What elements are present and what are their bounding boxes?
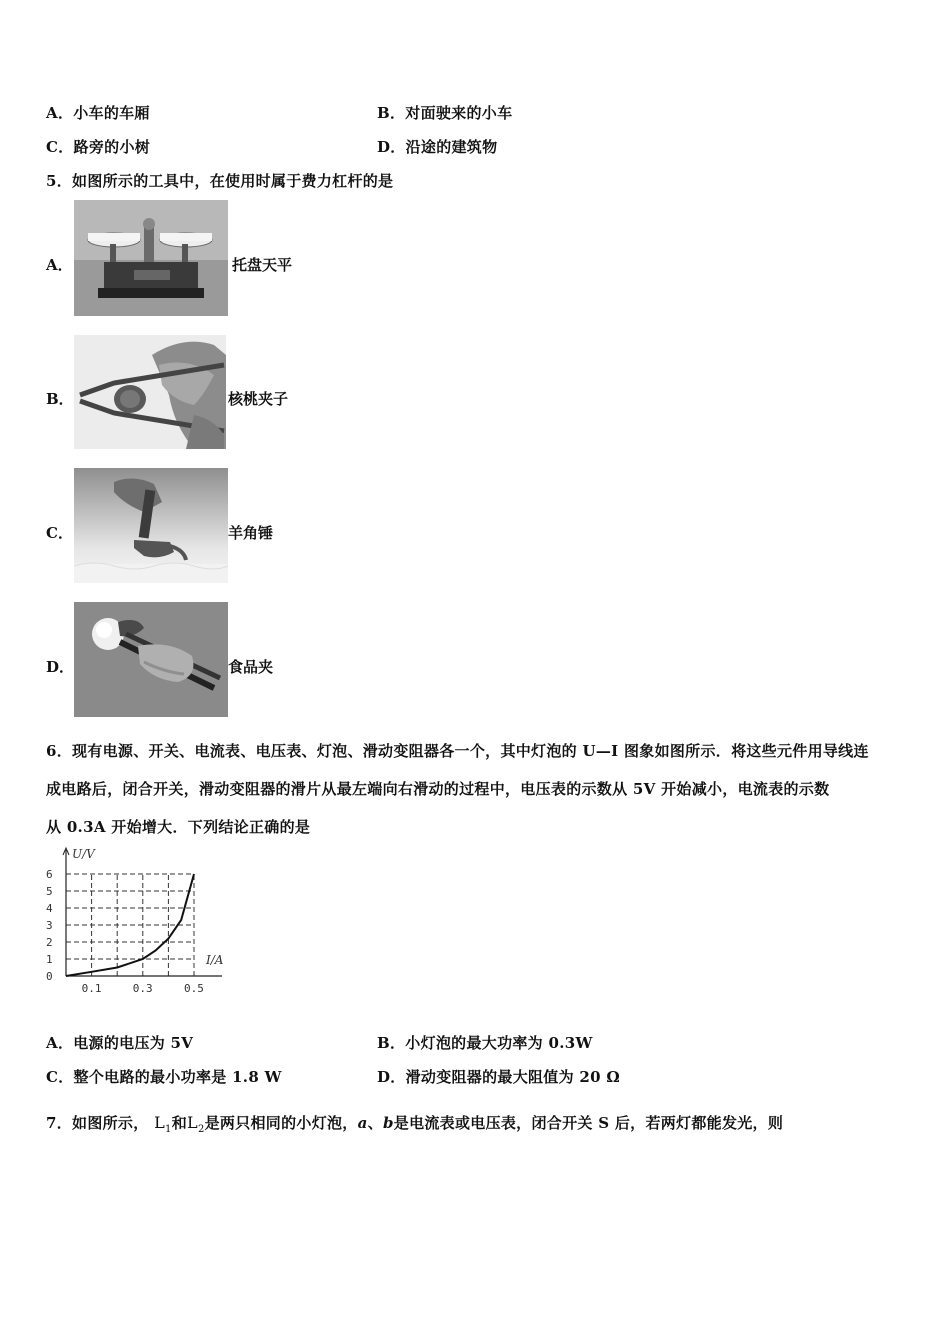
x-axis-label: I/A: [206, 953, 224, 967]
lamp-l2-symbol: [187, 1113, 205, 1136]
ui-chart: [38, 842, 288, 1002]
x-tick-label: 0.3: [132, 982, 153, 995]
q5-option-b-label: 核桃夹子: [228, 390, 289, 408]
nutcracker-photo-icon: [74, 335, 226, 449]
q6-option-b: B．小灯泡的最大功率为 0.3W: [377, 1034, 593, 1052]
q5-option-a-letter: A．: [46, 256, 73, 274]
q6-option-a: A．电源的电压为 5V: [46, 1034, 194, 1052]
q7-and: 和: [171, 1114, 187, 1132]
lamp-l2-letter: L: [187, 1113, 198, 1132]
q5-stem: 5．如图所示的工具中，在使用时属于费力杠杆的是: [46, 172, 394, 190]
lamp-l1-letter: L: [154, 1113, 166, 1132]
q4-option-c: C．路旁的小树: [46, 138, 151, 156]
q5-option-a-label: 托盘天平: [232, 256, 293, 274]
q7-rest: 是电流表或电压表，闭合开关 S 后，若两灯都能发光，则: [393, 1114, 784, 1132]
y-tick-label: 1: [46, 953, 53, 966]
meter-a-symbol: a: [357, 1114, 368, 1132]
balance-scale-photo-icon: [74, 200, 228, 316]
y-tick-label: 5: [46, 885, 53, 898]
q6-stem-line3: 从 0.3A 开始增大．下列结论正确的是: [46, 818, 311, 836]
q5-option-d-label: 食品夹: [228, 658, 274, 676]
y-tick-label: 6: [46, 868, 53, 881]
q7-mid: 是两只相同的小灯泡，: [204, 1114, 358, 1132]
q5-option-b-letter: B．: [46, 390, 74, 408]
y-tick-label: 2: [46, 936, 53, 949]
q6-option-d: D．滑动变阻器的最大阻值为 20 Ω: [377, 1068, 621, 1086]
q6-option-c: C．整个电路的最小功率是 1.8 W: [46, 1068, 282, 1086]
q6-stem-line2: 成电路后，闭合开关，滑动变阻器的滑片从最左端向右滑动的过程中，电压表的示数从 5V 开始减小，电流表的示数: [46, 780, 830, 798]
lamp-l1-symbol: [154, 1113, 172, 1136]
q5-option-d-letter: D．: [46, 658, 75, 676]
q4-option-b: B．对面驶来的小车: [377, 104, 513, 122]
meter-b-symbol: b: [382, 1114, 394, 1132]
claw-hammer-photo-icon: [74, 468, 228, 583]
lamp-l2-subscript: 2: [197, 1124, 205, 1136]
q7-stem: [46, 1112, 783, 1135]
x-tick-label: 0.1: [81, 982, 102, 995]
y-axis-label: U/V: [72, 847, 95, 861]
q4-option-a: A．小车的车厢: [46, 104, 150, 122]
q5-option-c-letter: C．: [46, 524, 73, 542]
food-tongs-photo-icon: [74, 602, 228, 717]
q5-option-c-label: 羊角锤: [228, 524, 274, 542]
y-tick-label: 0: [46, 970, 53, 983]
q6-stem-line1: 6．现有电源、开关、电流表、电压表、灯泡、滑动变阻器各一个，其中灯泡的 U—I 图象如图所示．将这些元件用导线连: [46, 742, 869, 760]
lamp-l1-subscript: 1: [165, 1124, 172, 1136]
q7-prefix: 7．如图所示，: [46, 1114, 149, 1132]
q7-separator: 、: [367, 1114, 383, 1132]
y-tick-label: 3: [46, 919, 53, 932]
x-tick-label: 0.5: [184, 982, 204, 995]
y-tick-label: 4: [46, 902, 53, 915]
q4-option-d: D．沿途的建筑物: [377, 138, 498, 156]
